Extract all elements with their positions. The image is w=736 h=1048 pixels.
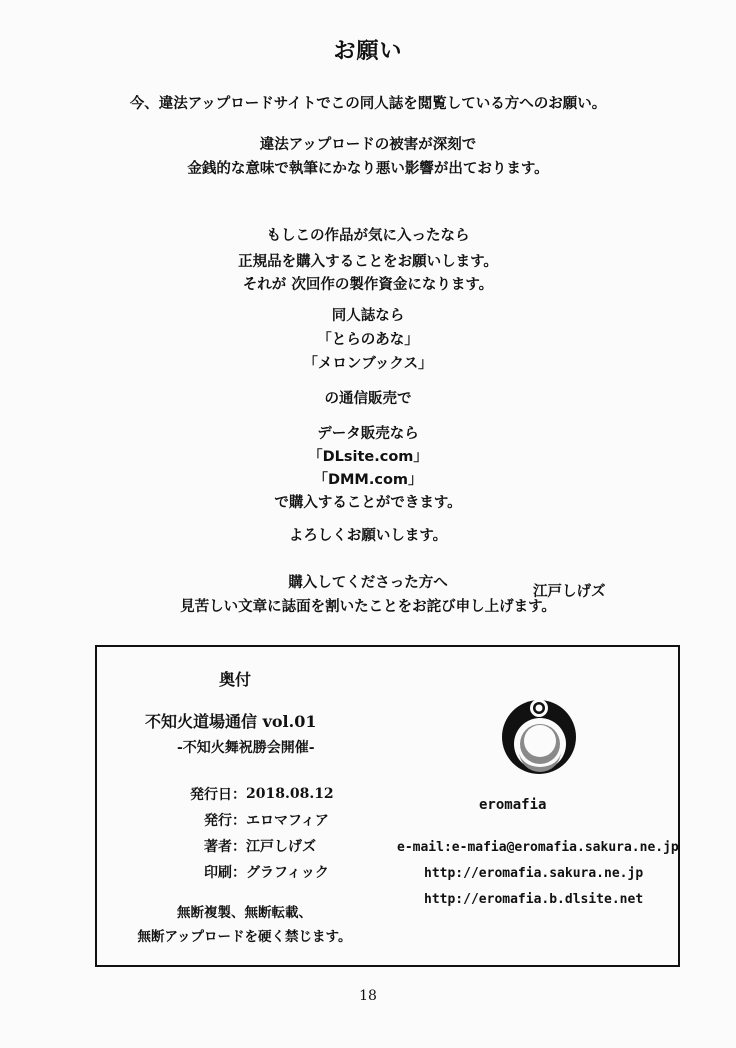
appeal-line: 「DLsite.com」: [308, 449, 428, 465]
info-row: [167, 781, 357, 807]
appeal-line: 見苦しい文章に誌面を割いたことをお詫び申し上げます。: [180, 599, 556, 615]
info-row: [167, 807, 357, 833]
rights-line: 無断アップロードを硬く禁じます。: [137, 929, 352, 945]
website-link[interactable]: http://eromafia.sakura.ne.jp: [424, 866, 644, 881]
appeal-line: それが 次回作の製作資金になります。: [242, 277, 494, 293]
publication-info: [167, 781, 357, 885]
appeal-line: 今、違法アップロードサイトでこの同人誌を閲覧している方へのお願い。: [129, 96, 607, 112]
info-value: 2018.08.12: [246, 786, 334, 802]
info-separator: ：: [232, 865, 246, 881]
appeal-line: 金銭的な意味で執筆にかなり悪い影響が出ております。: [187, 161, 549, 177]
page-number: 18: [359, 988, 377, 1004]
appeal-line: もしこの作品が気に入ったなら: [266, 228, 470, 244]
info-key: 発行: [204, 813, 232, 829]
info-value: エロマフィア: [246, 813, 329, 829]
info-value: グラフィック: [246, 865, 329, 881]
appeal-line: 「とらのあな」: [317, 332, 419, 348]
circle-name: eromafia: [479, 797, 547, 813]
info-key: 著者: [204, 839, 232, 855]
info-row: [167, 859, 357, 885]
info-key: 発行日: [190, 787, 232, 803]
info-value: 江戸しげズ: [246, 839, 316, 855]
appeal-line: の通信販売で: [324, 391, 412, 407]
info-separator: ：: [232, 839, 246, 855]
appeal-line: 「メロンブックス」: [303, 356, 433, 372]
info-separator: ：: [232, 787, 246, 803]
appeal-text: [0, 92, 736, 616]
appeal-line: データ販売なら: [317, 426, 419, 442]
appeal-line: 同人誌なら: [331, 308, 405, 324]
appeal-line: 購入してくださった方へ: [288, 575, 448, 591]
appeal-line: よろしくお願いします。: [288, 528, 448, 544]
rights-line: 無断複製、無断転載、: [177, 905, 312, 921]
info-row: [167, 833, 357, 859]
appeal-line: で購入することができます。: [274, 495, 462, 511]
book-subtitle: -不知火舞祝勝会開催-: [177, 740, 315, 756]
email-text: e-mail:e-mafia@eromafia.sakura.ne.jp: [397, 840, 679, 855]
signature: 江戸しげズ: [533, 584, 606, 600]
dlsite-link[interactable]: http://eromafia.b.dlsite.net: [424, 892, 644, 907]
info-separator: ：: [232, 813, 246, 829]
book-title: 不知火道場通信 vol.01: [145, 712, 317, 731]
appeal-line: 違法アップロードの被害が深刻で: [259, 137, 477, 153]
page-title: お願い: [333, 39, 403, 64]
colophon-heading: 奥付: [219, 670, 252, 689]
colophon-box: [95, 645, 680, 967]
rights-notice: [97, 901, 392, 949]
appeal-line: 「DMM.com」: [313, 472, 423, 488]
contact-info: [397, 835, 679, 913]
info-key: 印刷: [204, 865, 232, 881]
eromafia-logo-icon: [499, 695, 579, 775]
appeal-line: 正規品を購入することをお願いします。: [238, 254, 498, 270]
